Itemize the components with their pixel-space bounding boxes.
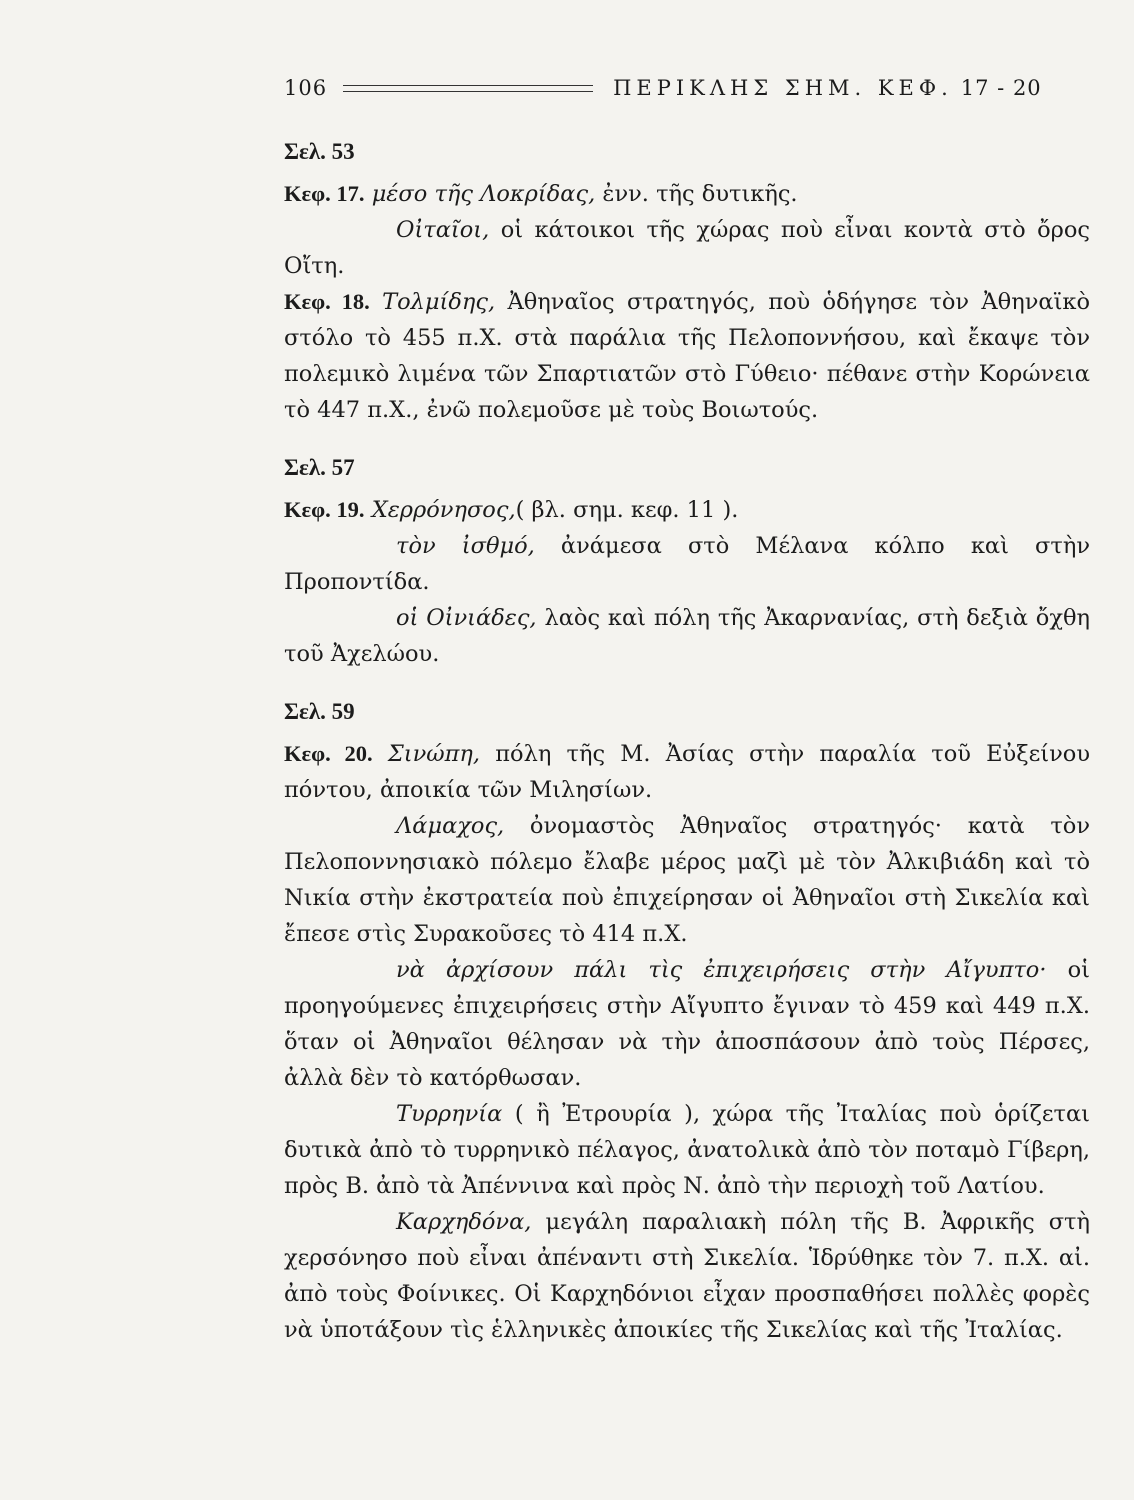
note-text: ἐνν. τῆς δυτικῆς. — [595, 181, 798, 207]
note-entry — [284, 808, 1090, 952]
note-term: Λάμαχος, — [396, 813, 505, 839]
note-term: μέσο τῆς Λοκρίδας, — [371, 181, 596, 207]
chapter-label: Κεφ. 19. — [284, 497, 365, 522]
note-term: Οἰταῖοι, — [396, 217, 490, 243]
note-entry — [284, 528, 1090, 600]
note-text: οἱ κάτοικοι τῆς χώρας ποὺ εἶναι κοντὰ στὸ ὄρος Οἴτη. — [284, 217, 1090, 279]
note-text: ὀνομαστὸς Ἀθηναῖος στρατηγός· κατὰ τὸν Πελοποννησιακὸ πόλεμο ἔλαβε μέρος μαζὶ μὲ τὸν Ἀλκιβιάδη καὶ τὸ Νικία στὴν ἐκστρατεία ποὺ ἐπιχείρησαν οἱ Ἀθηναῖοι στὴ Σικελία καὶ ἔπεσε στὶς Συρακοῦσες τὸ 414 π.Χ. — [284, 813, 1090, 947]
note-text: ἀνάμεσα στὸ Μέλανα κόλπο καὶ στὴν Προποντίδα. — [284, 533, 1090, 595]
note-text: οἱ προηγούμενες ἐπιχειρήσεις στὴν Αἴγυπτο ἔγιναν τὸ 459 καὶ 449 π.Χ. ὅταν οἱ Ἀθηναῖοι θέλησαν νὰ τὴν ἀποσπάσουν ἀπὸ τοὺς Πέρσες, ἀλλὰ δὲν τὸ κατόρθωσαν. — [284, 957, 1090, 1091]
note-entry — [284, 212, 1090, 284]
note-term: τὸν ἰσθμό, — [396, 533, 535, 559]
note-entry — [284, 952, 1090, 1096]
section-page-label: Σελ. 59 — [284, 699, 355, 724]
note-term: Χερρόνησος, — [371, 497, 516, 523]
note-text: ( ἢ Ἐτρουρία ), χώρα τῆς Ἰταλίας ποὺ ὁρίζεται δυτικὰ ἀπὸ τὸ τυρρηνικὸ πέλαγος, ἀνατολικὰ ἀπὸ τὸν ποταμὸ Γίβερη, πρὸς Β. ἀπὸ τὰ Ἀπέννινα καὶ πρὸς Ν. ἀπὸ τὴν περιοχὴ τοῦ Λατίου. — [284, 1101, 1090, 1199]
note-text: λαὸς καὶ πόλη τῆς Ἀκαρνανίας, στὴ δεξιὰ ὄχθη τοῦ Ἀχελώου. — [284, 605, 1090, 667]
page-number: 106 — [284, 76, 328, 100]
note-text: ( βλ. σημ. κεφ. 11 ). — [515, 497, 739, 523]
note-term: Καρχηδόνα, — [396, 1209, 532, 1235]
header-title: ΠΕΡΙΚΛΗΣ ΣΗΜ. ΚΕΦ. — [613, 76, 953, 100]
note-entry — [284, 284, 1090, 428]
chapter-label: Κεφ. 18. — [284, 289, 370, 314]
note-entry — [284, 176, 1090, 212]
header-rule — [343, 85, 593, 92]
note-term: Σινώπη, — [387, 741, 481, 767]
note-entry — [284, 1204, 1090, 1348]
note-term: Τυρρηνία — [396, 1101, 503, 1127]
note-text: Ἀθηναῖος στρατηγός, ποὺ ὁδήγησε τὸν Ἀθηναϊκὸ στόλο τὸ 455 π.Χ. στὰ παράλια τῆς Πελοποννήσου, καὶ ἔκαψε τὸν πολεμικὸ λιμένα τῶν Σπαρτιατῶν στὸ Γύθειο· πέθανε στὴν Κορώνεια τὸ 447 π.Χ., ἐνῶ πολεμοῦσε μὲ τοὺς Βοιωτούς. — [284, 289, 1091, 423]
page — [284, 72, 1090, 1348]
note-text: μεγάλη παραλιακὴ πόλη τῆς Β. Ἀφρικῆς στὴ χερσόνησο ποὺ εἶναι ἀπέναντι στὴ Σικελία. Ἱδρύθηκε τὸν 7. π.Χ. αἰ. ἀπὸ τοὺς Φοίνικες. Οἱ Καρχηδόνιοι εἶχαν προσπαθήσει πολλὲς φορὲς νὰ ὑποτάξουν τὶς ἑλληνικὲς ἀποικίες τῆς Σικελίας καὶ τῆς Ἰταλίας. — [284, 1209, 1090, 1343]
note-entry — [284, 492, 1090, 528]
note-term: Τολμίδης, — [382, 289, 496, 315]
note-entry — [284, 736, 1090, 808]
note-entry — [284, 600, 1090, 672]
running-header — [284, 72, 1090, 104]
chapter-label: Κεφ. 17. — [284, 181, 365, 206]
header-chapter-range: 17 - 20 — [960, 76, 1042, 100]
section-page-label: Σελ. 57 — [284, 455, 355, 480]
note-entry — [284, 1096, 1090, 1204]
note-text: πόλη τῆς Μ. Ἀσίας στὴν παραλία τοῦ Εὐξείνου πόντου, ἀποικία τῶν Μιλησίων. — [284, 741, 1091, 803]
note-term: νὰ ἀρχίσουν πάλι τὶς ἐπιχειρήσεις στὴν Αἴγυπτο· — [396, 957, 1047, 983]
note-term: οἱ Οἰνιάδες, — [396, 605, 537, 631]
section-page-label: Σελ. 53 — [284, 139, 355, 164]
chapter-label: Κεφ. 20. — [284, 741, 373, 766]
